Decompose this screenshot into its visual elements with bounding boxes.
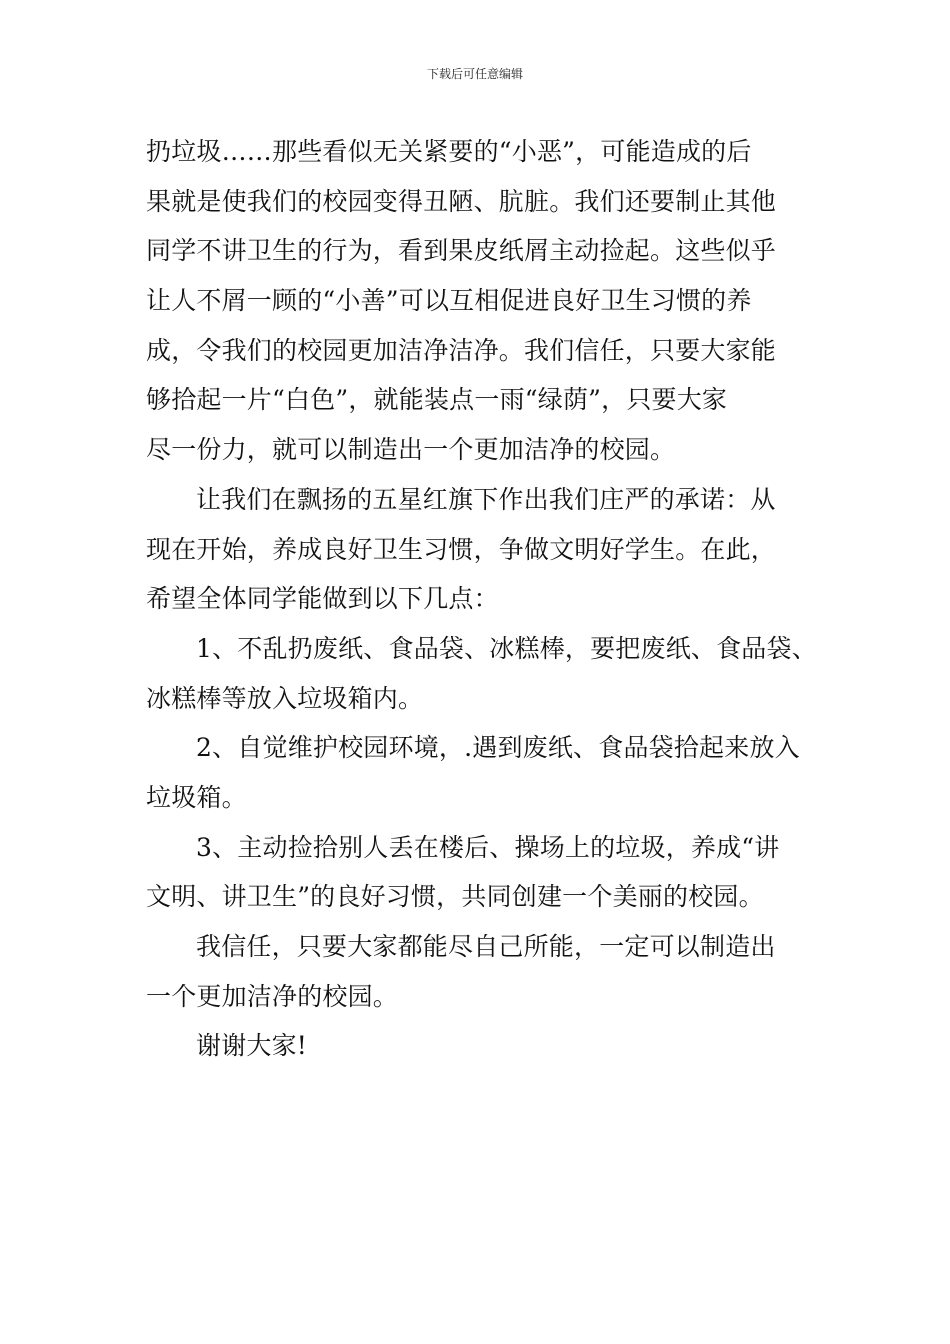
- list-item-line: 1、不乱扔废纸、食品袋、冰糕棒，要把废纸、食品袋、: [196, 633, 817, 663]
- paragraph-line: 我信任，只要大家都能尽自己所能，一定可以制造出: [196, 932, 776, 961]
- closing-line: 谢谢大家!: [196, 1031, 308, 1061]
- paragraph-line: 尽一份力，就可以制造出一个更加洁净的校园。: [146, 435, 676, 465]
- paragraph-line: 一个更加洁净的校园。: [146, 981, 399, 1011]
- list-item-line: 垃圾箱。: [146, 782, 247, 812]
- paragraph-line: 果就是使我们的校园变得丑陋、肮脏。我们还要制止其他: [146, 186, 777, 216]
- paragraph-line: 成，令我们的校园更加洁净洁净。我们信任，只要大家能: [146, 335, 777, 365]
- paragraph-line: 现在开始，养成良好卫生习惯，争做文明好学生。在此，: [146, 534, 777, 564]
- list-item-line: 冰糕棒等放入垃圾箱内。: [146, 683, 424, 713]
- page-header: 下载后可任意编辑: [426, 67, 523, 81]
- paragraph-line: 同学不讲卫生的行为，看到果皮纸屑主动捡起。这些似乎: [146, 236, 777, 266]
- paragraph-line: 希望全体同学能做到以下几点：: [146, 584, 499, 614]
- paragraph-line: 让人不屑一顾的“小善”可以互相促进良好卫生习惯的养: [146, 286, 752, 316]
- list-item-line: 2、自觉维护校园环境，.遇到废纸、食品袋拾起来放入: [196, 733, 800, 763]
- paragraph-line: 够拾起一片“白色”，就能装点一雨“绿荫”，只要大家: [146, 385, 728, 415]
- document-body: [146, 127, 836, 1071]
- list-item-line: 3、主动捡拾别人丢在楼后、操场上的垃圾，养成“讲: [196, 832, 780, 862]
- list-item-line: 文明、讲卫生”的良好习惯，共同创建一个美丽的校园。: [146, 882, 764, 912]
- paragraph-line: 扔垃圾……那些看似无关紧要的“小恶”，可能造成的后: [146, 137, 752, 166]
- paragraph-line: 让我们在飘扬的五星红旗下作出我们庄严的承诺：从: [196, 484, 776, 514]
